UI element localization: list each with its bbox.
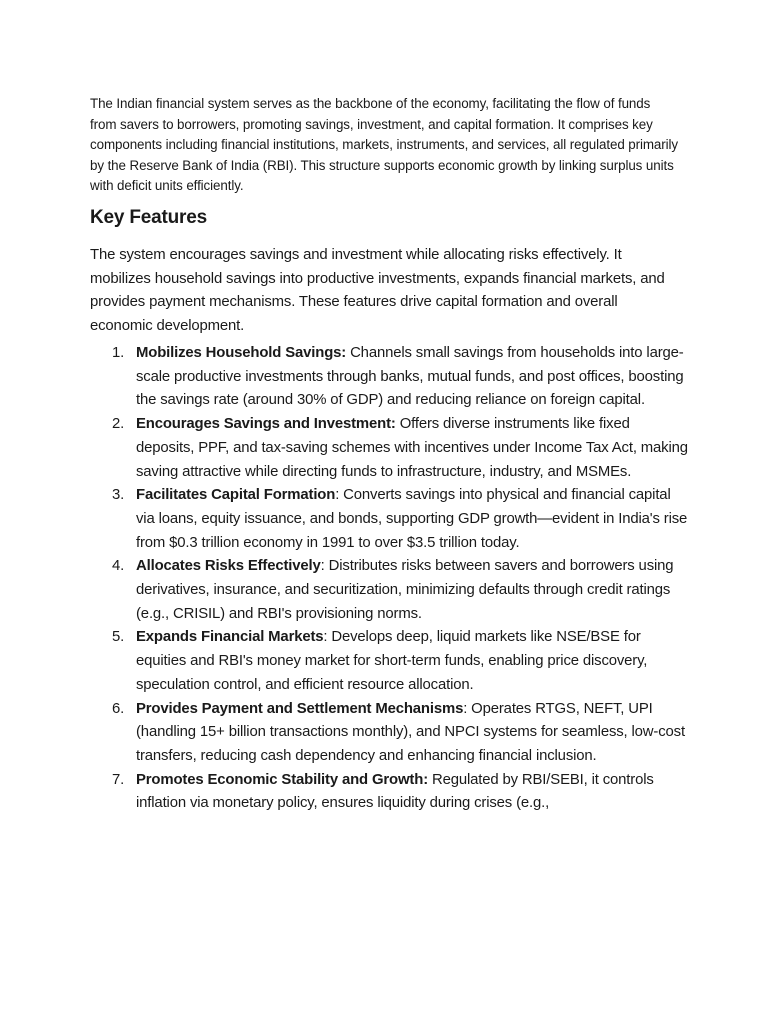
list-item-description: : Distributes risks between savers and borrowers using derivatives, insurance, and securitization, minimizing defaults through credit ratings (e.g., CRISIL) and RBI's provisioning norms. [136, 558, 674, 622]
intro-paragraph: The Indian financial system serves as the backbone of the economy, facilitating the flow of funds from savers to borrowers, promoting savings, investment, and capital formation. It comprises key components including financial institutions, markets, instruments, and services, all regulated primarily by the Reserve Bank of India (RBI). This structure supports economic growth by linking surplus units with deficit units efficiently. [90, 96, 678, 193]
list-item [90, 698, 690, 769]
list-item [90, 555, 690, 626]
list-item-number: 1. [112, 345, 125, 361]
section-heading: Key Features [90, 207, 207, 228]
list-item-term: Allocates Risks Effectively [136, 558, 321, 575]
list-item-term: Encourages Savings and Investment: [136, 416, 396, 433]
list-item-number: 2. [112, 416, 125, 433]
list-item [90, 342, 690, 413]
list-item-term: Provides Payment and Settlement Mechanisms [136, 700, 464, 717]
list-item-number: 3. [112, 487, 125, 504]
list-item [90, 413, 690, 484]
list-item [90, 626, 690, 697]
list-item-number: 7. [112, 771, 125, 788]
list-item-term: Expands Financial Markets [136, 629, 324, 646]
list-item-description: : Develops deep, liquid markets like NSE/BSE for equities and RBI's money market for short-term funds, enabling price discovery, speculation control, and efficient resource allocation. [136, 629, 648, 693]
list-item-description: : Converts savings into physical and financial capital via loans, equity issuance, and bonds, supporting GDP growth—evident in India's rise from $0.3 trillion economy in 1991 to over $3.5 trillion today. [136, 487, 688, 551]
list-item-number: 4. [112, 558, 125, 575]
list-item-description: Channels small savings from households into large-scale productive investments through banks, mutual funds, and post offices, boosting the savings rate (around 30% of GDP) and reducing reliance on foreign capital. [136, 345, 684, 409]
list-item-term: Promotes Economic Stability and Growth: [136, 771, 428, 788]
list-item-term: Mobilizes Household Savings: [136, 345, 347, 361]
section-paragraph: The system encourages savings and investment while allocating risks effectively. It mobilizes household savings into productive investments, expands financial markets, and provides payment mechanisms. These features drive capital formation and overall economic development. [90, 247, 665, 334]
list-item [90, 769, 690, 816]
feature-list [90, 342, 690, 816]
list-item-number: 5. [112, 629, 125, 646]
list-item [90, 484, 690, 555]
list-item-number: 6. [112, 700, 125, 717]
list-item-description: Offers diverse instruments like fixed deposits, PPF, and tax-saving schemes with incentives under Income Tax Act, making saving attractive while directing funds to infrastructure, industry, and MSMEs. [136, 416, 688, 480]
list-item-description: Regulated by RBI/SEBI, it controls inflation via monetary policy, ensures liquidity during crises (e.g., [136, 771, 654, 812]
list-item-description: : Operates RTGS, NEFT, UPI (handling 15+ billion transactions monthly), and NPCI systems for seamless, low-cost transfers, reducing cash dependency and enhancing financial inclusion. [136, 700, 685, 764]
list-item-term: Facilitates Capital Formation [136, 487, 336, 504]
